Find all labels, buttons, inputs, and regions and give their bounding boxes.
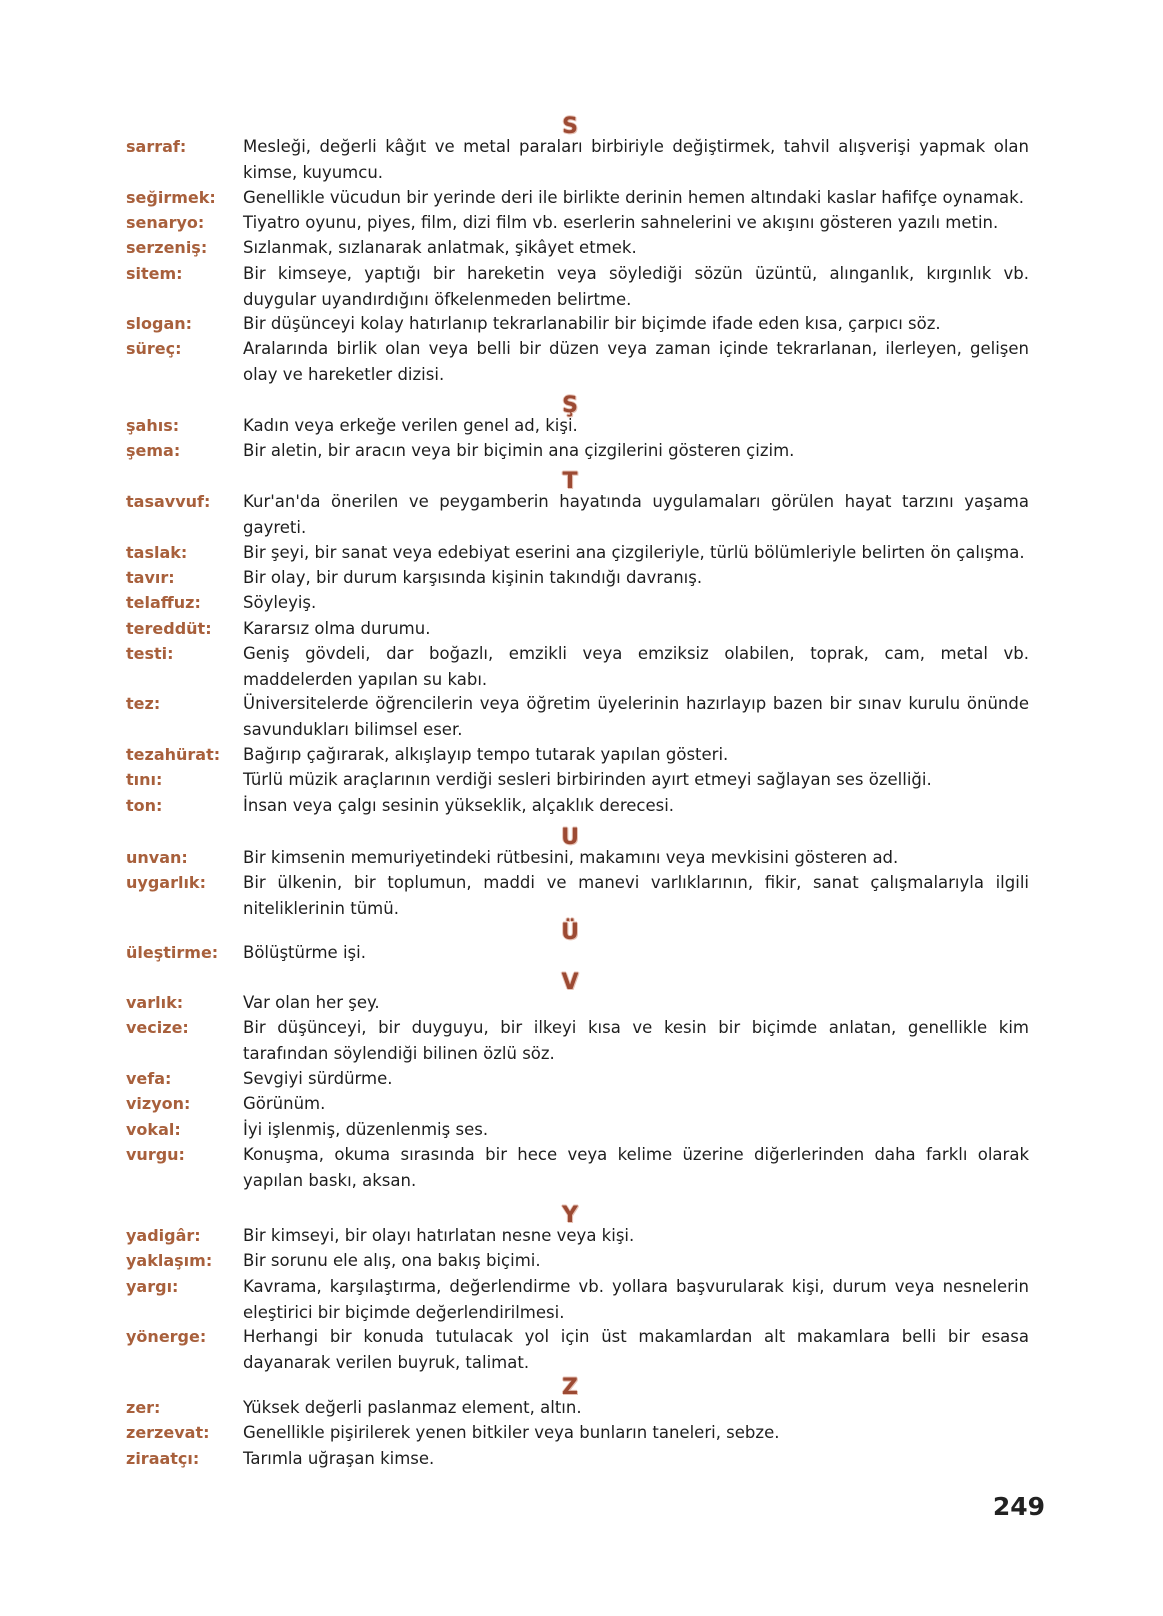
glossary-term: şema: bbox=[126, 441, 181, 461]
glossary-term: seğirmek: bbox=[126, 187, 216, 207]
glossary-definition: Genellikle pişirilerek yenen bitkiler veya bunların taneleri, sebze. bbox=[243, 1423, 780, 1443]
glossary-term: ton: bbox=[126, 795, 163, 815]
glossary-term: zerzevat: bbox=[126, 1423, 210, 1443]
glossary-definition: Mesleği, değerli kâğıt ve metal paraları birbiriyle değiştirmek, tahvil alışverişi yapmak olan kimse, kuyumcu. bbox=[243, 137, 1029, 182]
page-number: 249 bbox=[992, 1492, 1045, 1521]
glossary-term: yadigâr: bbox=[126, 1226, 201, 1245]
glossary-definition: Bir şeyi, bir sanat veya edebiyat eserini ana çizgileriyle, türlü bölümleriyle belirten ön çalışma. bbox=[243, 542, 1025, 562]
glossary-definition: İyi işlenmiş, düzenlenmiş ses. bbox=[243, 1119, 489, 1139]
section-letter: Ü bbox=[561, 920, 579, 945]
glossary-definition: Tiyatro oyunu, piyes, film, dizi film vb. eserlerin sahnelerini ve akışını gösteren yazılı metin. bbox=[243, 212, 999, 232]
glossary-term: testi: bbox=[126, 643, 174, 663]
glossary-term: tını: bbox=[126, 770, 163, 790]
section-letter: Y bbox=[562, 1203, 578, 1228]
glossary-term: tasavvuf: bbox=[126, 492, 211, 511]
section-letter: S bbox=[562, 114, 578, 139]
glossary-term: şahıs: bbox=[126, 416, 180, 435]
glossary-definition: Sızlanmak, sızlanarak anlatmak, şikâyet etmek. bbox=[243, 238, 637, 258]
glossary-definition: Konuşma, okuma sırasında bir hece veya kelime üzerine diğerlerinden daha farklı olarak yapılan baskı, aksan. bbox=[243, 1144, 1029, 1190]
glossary-definition: Söyleyiş. bbox=[243, 593, 317, 613]
glossary-term: unvan: bbox=[126, 848, 188, 867]
glossary-term: tezahürat: bbox=[126, 745, 221, 764]
glossary-term: tez: bbox=[126, 694, 161, 714]
glossary-definition: Bir kimseyi, bir olayı hatırlatan nesne veya kişi. bbox=[243, 1226, 635, 1245]
glossary-term: ziraatçı: bbox=[126, 1448, 200, 1468]
glossary-term: yönerge: bbox=[126, 1327, 207, 1347]
glossary-term: vurgu: bbox=[126, 1144, 185, 1164]
glossary-term: vizyon: bbox=[126, 1094, 191, 1114]
glossary-term: taslak: bbox=[126, 542, 188, 562]
glossary-term: yargı: bbox=[126, 1276, 179, 1296]
glossary-definition: Görünüm. bbox=[243, 1094, 326, 1114]
glossary-term: vokal: bbox=[126, 1119, 181, 1139]
glossary-term: zer: bbox=[126, 1398, 161, 1417]
glossary-definition: Kararsız olma durumu. bbox=[243, 618, 431, 638]
glossary-term: sarraf: bbox=[126, 137, 187, 156]
section-letter: Z bbox=[562, 1375, 578, 1400]
glossary-definition: Bir kimseye, yaptığı bir hareketin veya söylediği sözün üzüntü, alınganlık, kırgınlık vb. duygular uyandırdığını öfkelenmeden belirtme. bbox=[243, 263, 1029, 309]
glossary-term: sitem: bbox=[126, 263, 183, 283]
glossary-term: vecize: bbox=[126, 1018, 189, 1038]
glossary-definition: Bir düşünceyi, bir duyguyu, bir ilkeyi kısa ve kesin bir biçimde anlatan, genellikle kim tarafından söylendiği bilinen özlü söz. bbox=[243, 1018, 1029, 1064]
glossary-term: serzeniş: bbox=[126, 238, 208, 258]
glossary-definition: Bir ülkenin, bir toplumun, maddi ve manevi varlıklarının, fikir, sanat çalışmalarıyla ilgili niteliklerinin tümü. bbox=[243, 873, 1029, 919]
glossary-definition: İnsan veya çalgı sesinin yükseklik, alçaklık derecesi. bbox=[243, 795, 675, 815]
glossary-definition: Tarımla uğraşan kimse. bbox=[243, 1448, 435, 1468]
glossary-definition: Bir aletin, bir aracın veya bir biçimin ana çizgilerini gösteren çizim. bbox=[243, 441, 795, 461]
glossary-term: uygarlık: bbox=[126, 873, 206, 893]
glossary-definition: Kavrama, karşılaştırma, değerlendirme vb. yollara başvurularak kişi, durum veya nesnelerin eleştirici bir biçimde değerlendirilmesi. bbox=[243, 1276, 1029, 1322]
glossary-definition: Yüksek değerli paslanmaz element, altın. bbox=[243, 1398, 582, 1417]
glossary-definition: Bölüştürme işi. bbox=[243, 943, 366, 962]
glossary-term: üleştirme: bbox=[126, 943, 219, 962]
glossary-definition: Aralarında birlik olan veya belli bir düzen veya zaman içinde tekrarlanan, ilerleyen, gelişen olay ve hareketler dizisi. bbox=[243, 339, 1029, 385]
glossary-definition: Bir sorunu ele alış, ona bakış biçimi. bbox=[243, 1251, 541, 1271]
glossary-definition: Herhangi bir konuda tutulacak yol için üst makamlardan alt makamlara belli bir esasa dayanarak verilen buyruk, talimat. bbox=[243, 1327, 1029, 1373]
glossary-definition: Sevgiyi sürdürme. bbox=[243, 1068, 393, 1088]
section-letter: U bbox=[561, 825, 579, 850]
glossary-definition: Kur'an'da önerilen ve peygamberin hayatında uygulamaları görülen hayat tarzını yaşama gayreti. bbox=[243, 492, 1029, 537]
section-letter: Ş bbox=[562, 393, 578, 418]
section-letter: T bbox=[562, 469, 578, 494]
glossary-definition: Bağırıp çağırarak, alkışlayıp tempo tutarak yapılan gösteri. bbox=[243, 745, 729, 764]
glossary-definition: Var olan her şey. bbox=[243, 993, 380, 1012]
section-letter: V bbox=[561, 970, 579, 995]
glossary-term: senaryo: bbox=[126, 212, 205, 232]
glossary-term: yaklaşım: bbox=[126, 1251, 213, 1271]
glossary-definition: Kadın veya erkeğe verilen genel ad, kişi. bbox=[243, 416, 578, 435]
glossary-term: slogan: bbox=[126, 314, 193, 334]
glossary-definition: Türlü müzik araçlarının verdiği sesleri birbirinden ayırt etmeyi sağlayan ses özelliği. bbox=[243, 770, 932, 790]
glossary-term: telaffuz: bbox=[126, 593, 201, 613]
glossary-definition: Bir düşünceyi kolay hatırlanıp tekrarlanabilir bir biçimde ifade eden kısa, çarpıcı söz. bbox=[243, 314, 941, 334]
glossary-term: vefa: bbox=[126, 1068, 172, 1088]
glossary-definition: Bir kimsenin memuriyetindeki rütbesini, makamını veya mevkisini gösteren ad. bbox=[243, 848, 899, 867]
glossary-term: tereddüt: bbox=[126, 618, 212, 638]
glossary-definition: Geniş gövdeli, dar boğazlı, emzikli veya emziksiz olabilen, toprak, cam, metal vb. maddelerden yapılan su kabı. bbox=[243, 643, 1029, 689]
glossary-term: varlık: bbox=[126, 993, 184, 1012]
glossary-term: tavır: bbox=[126, 567, 175, 587]
glossary-definition: Üniversitelerde öğrencilerin veya öğretim üyelerinin hazırlayıp bazen bir sınav kurulu önünde savundukları bilimsel eser. bbox=[243, 694, 1029, 740]
glossary-term: süreç: bbox=[126, 339, 182, 359]
glossary-definition: Genellikle vücudun bir yerinde deri ile birlikte derinin hemen altındaki kaslar hafifçe oynamak. bbox=[243, 187, 1024, 207]
glossary-definition: Bir olay, bir durum karşısında kişinin takındığı davranış. bbox=[243, 567, 703, 587]
